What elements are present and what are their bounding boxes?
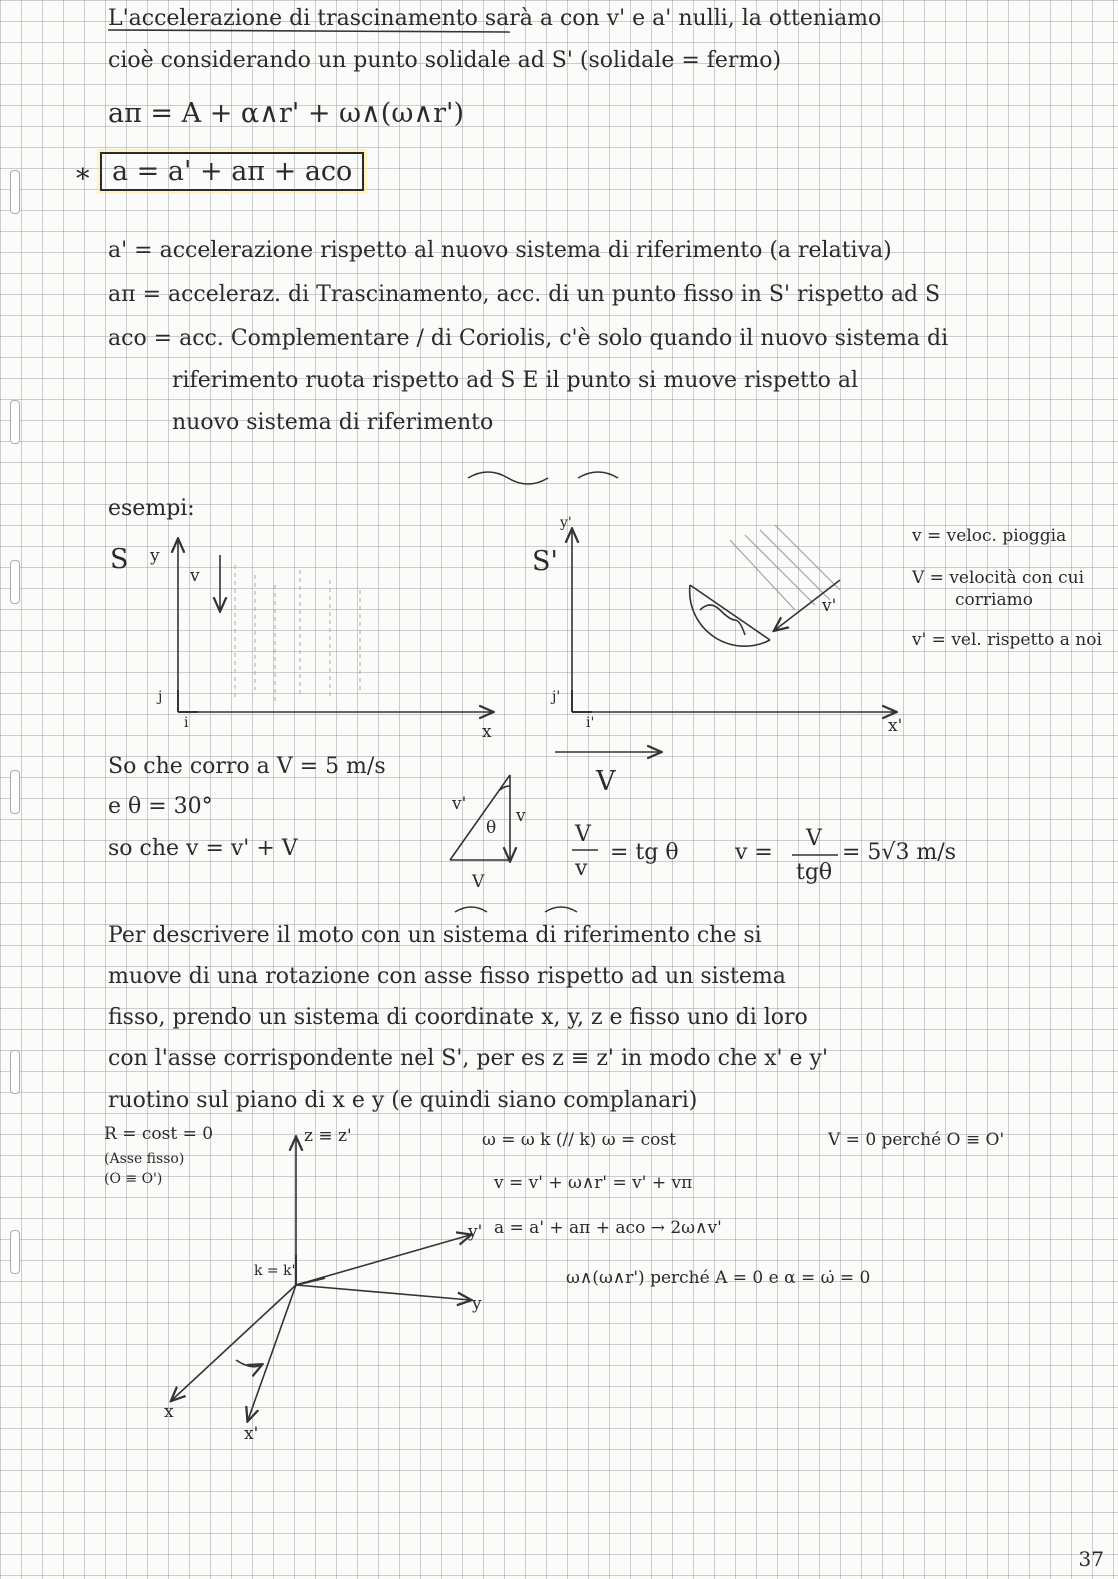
rot-yp-label: y' bbox=[468, 1222, 483, 1242]
triangle-V-label: V bbox=[472, 872, 485, 892]
legend-V-cont: corriamo bbox=[955, 590, 1033, 610]
rot-eq-1b: V = 0 perché O ≡ O' bbox=[828, 1130, 1005, 1150]
jp-label: j' bbox=[552, 689, 561, 705]
umbrella-rim bbox=[690, 585, 770, 640]
jp-unit-rot bbox=[296, 1278, 325, 1285]
tilde-separator bbox=[468, 472, 548, 484]
vp-label: v' bbox=[822, 596, 837, 616]
v-rain-label: v bbox=[190, 566, 200, 586]
tilde-separator bbox=[578, 472, 618, 478]
xp-axis-rot bbox=[248, 1285, 296, 1420]
legend-V: V = velocità con cui bbox=[912, 568, 1085, 588]
rot-k-label: k = k' bbox=[254, 1263, 296, 1279]
result-value: = 5√3 m/s bbox=[842, 840, 956, 865]
tri-hyp bbox=[450, 775, 510, 860]
example-heading: esempi: bbox=[108, 496, 195, 521]
tilde-separator bbox=[455, 907, 487, 912]
definition-a-coriolis-3: nuovo sistema di riferimento bbox=[172, 410, 494, 435]
rot-eq-2: v = v' + ω∧r' = v' + vπ bbox=[494, 1173, 693, 1193]
triangle-theta-label: θ bbox=[486, 818, 497, 838]
V-run-label: V bbox=[596, 766, 616, 797]
rotation-arc bbox=[236, 1360, 261, 1367]
frame-S-label: S bbox=[110, 544, 129, 575]
rot-R: R = cost = 0 bbox=[104, 1124, 214, 1144]
rot-z-label: z ≡ z' bbox=[304, 1126, 352, 1146]
condition-theta: e θ = 30° bbox=[108, 794, 213, 819]
paragraph-line-2: muove di una rotazione con asse fisso rispetto ad un sistema bbox=[108, 964, 786, 989]
triangle-vp-label: v' bbox=[452, 794, 467, 814]
ip-label: i' bbox=[586, 715, 595, 731]
rot-xp-label: x' bbox=[244, 1424, 259, 1444]
y-axis-label: y bbox=[150, 546, 160, 566]
x-axis-label: x bbox=[482, 722, 492, 742]
triangle-v-label: v bbox=[516, 806, 526, 826]
rot-x-label: x bbox=[164, 1402, 174, 1422]
definition-a-trascinamento: aπ = acceleraz. di Trascinamento, acc. di un punto fisso in S' rispetto ad S bbox=[108, 282, 941, 307]
rot-asse: (Asse fisso) bbox=[104, 1151, 185, 1167]
asterisk-mark: * bbox=[76, 164, 90, 195]
definition-a-relative: a' = accelerazione rispetto al nuovo sistema di riferimento (a relativa) bbox=[108, 238, 892, 263]
j-label: j bbox=[158, 689, 163, 705]
rot-eq-3: a = a' + aπ + aco → 2ω∧v' bbox=[494, 1218, 722, 1238]
eq-v: v = bbox=[735, 840, 773, 865]
paragraph-line-1: Per descrivere il moto con un sistema di riferimento che si bbox=[108, 923, 762, 948]
rot-origin: (O ≡ O') bbox=[104, 1171, 163, 1187]
rot-eq-1: ω = ω k (// k) ω = cost bbox=[482, 1130, 676, 1150]
page-number: 37 bbox=[1078, 1547, 1104, 1571]
fraction-numerator: V bbox=[575, 822, 591, 847]
xp-axis-label: x' bbox=[888, 716, 903, 736]
i-label: i bbox=[184, 715, 189, 731]
yp-axis-rot bbox=[296, 1235, 470, 1285]
rot-eq-4: ω∧(ω∧r') perché A = 0 e α = ω̇ = 0 bbox=[566, 1268, 871, 1288]
paragraph-line-5: ruotino sul piano di x e y (e quindi siano complanari) bbox=[108, 1088, 698, 1113]
fraction2-denominator: tgθ bbox=[796, 860, 833, 885]
definition-a-coriolis: aco = acc. Complementare / di Coriolis, c'è solo quando il nuovo sistema di bbox=[108, 326, 949, 351]
yp-axis-label: y' bbox=[560, 515, 572, 531]
fraction-denominator: v bbox=[575, 856, 588, 881]
tilde-separator bbox=[545, 907, 577, 912]
eq-tangent: = tg θ bbox=[610, 840, 679, 865]
legend-vp: v' = vel. rispetto a noi bbox=[912, 630, 1102, 650]
umbrella-canopy bbox=[690, 585, 770, 646]
condition-sum: so che v = v' + V bbox=[108, 836, 298, 861]
text-line-1: L'accelerazione di trascinamento sarà a con v' e a' nulli, la otteniamo bbox=[108, 6, 882, 31]
fraction2-numerator: V bbox=[806, 826, 822, 851]
y-axis-rot bbox=[296, 1285, 470, 1300]
paragraph-line-4: con l'asse corrispondente nel S', per es z ≡ z' in modo che x' e y' bbox=[108, 1046, 829, 1071]
x-axis-rot bbox=[172, 1285, 296, 1400]
rot-y-label: y bbox=[472, 1294, 482, 1314]
definition-a-coriolis-2: riferimento ruota rispetto ad S E il punto si muove rispetto al bbox=[172, 368, 859, 393]
frame-Sp-label: S' bbox=[532, 546, 558, 577]
rain-lines bbox=[235, 565, 360, 705]
condition-V: So che corro a V = 5 m/s bbox=[108, 754, 386, 779]
formula-a-pi: aπ = A + α∧r' + ω∧(ω∧r') bbox=[108, 98, 464, 129]
legend-v: v = veloc. pioggia bbox=[912, 526, 1067, 546]
paragraph-line-3: fisso, prendo un sistema di coordinate x, y, z e fisso uno di loro bbox=[108, 1005, 808, 1030]
text-line-2: cioè considerando un punto solidale ad S' (solidale = fermo) bbox=[108, 48, 782, 73]
formula-acceleration-boxed: a = a' + aπ + aco bbox=[100, 152, 364, 191]
